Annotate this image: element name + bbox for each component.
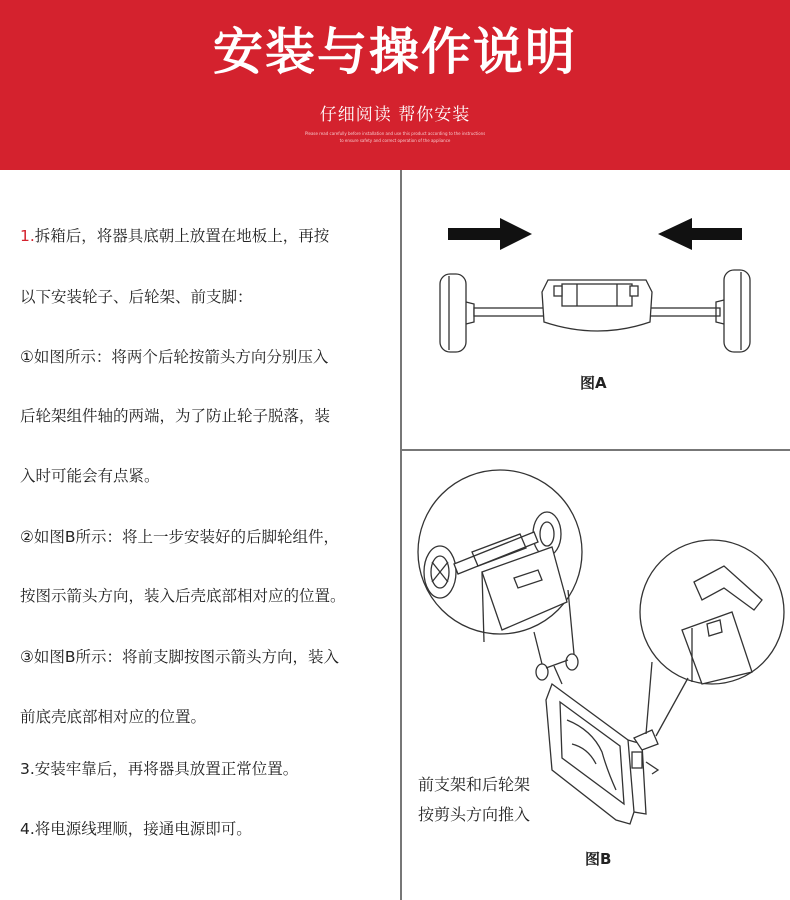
left-wheel-icon — [440, 274, 474, 352]
arrow-left-icon — [658, 218, 742, 250]
body-wheels-icon — [536, 654, 578, 684]
right-wheel-icon — [716, 270, 750, 352]
step-3: 3.安装牢靠后，再将器具放置正常位置。 — [20, 760, 299, 778]
step-4: 4.将电源线理顺，接通电源即可。 — [20, 820, 252, 838]
figure-b-illustration — [402, 452, 790, 898]
page-subtitle: 仔细阅读 帮你安装 — [319, 105, 471, 125]
step-1-line-1: 1.拆箱后，将器具底朝上放置在地板上，再按 — [20, 227, 330, 245]
figure-divider — [400, 449, 790, 451]
figure-a-caption: 图A — [580, 374, 607, 392]
banner-fine-print-1: Please read carefully before installation and use this product according to the instructions — [305, 131, 485, 136]
header-banner — [0, 0, 790, 170]
figure-b-caption: 图B — [585, 850, 612, 868]
banner-fine-print-2: to ensure safety and correct operation of the appliance — [339, 138, 451, 143]
axle-frame-icon — [474, 280, 720, 331]
sub-step-2-line-1: ②如图B所示：将上一步安装好的后脚轮组件， — [20, 528, 340, 546]
page-title: 安装与操作说明 — [213, 23, 577, 81]
sub-step-1-line-2: 后轮架组件轴的两端，为了防止轮子脱落，装 — [20, 407, 331, 425]
figure-a-illustration — [402, 172, 790, 448]
sub-step-1-line-3: 入时可能会有点紧。 — [20, 467, 160, 485]
figure-b-note-line-2: 按剪头方向推入 — [418, 805, 531, 824]
figure-b-note-line-1: 前支架和后轮架 — [418, 775, 531, 794]
sub-step-3-line-2: 前底壳底部相对应的位置。 — [20, 708, 207, 726]
step-1-line-2: 以下安装轮子、后轮架、前支脚： — [20, 288, 253, 306]
sub-step-3-line-1: ③如图B所示：将前支脚按图示箭头方向，装入 — [20, 648, 340, 666]
sub-step-1-line-1: ①如图所示：将两个后轮按箭头方向分别压入 — [20, 348, 329, 366]
step-1-number: 1. — [20, 227, 35, 245]
arrow-right-icon — [448, 218, 532, 250]
appliance-body-icon — [546, 684, 658, 824]
sub-step-2-line-2: 按图示箭头方向，装入后壳底部相对应的位置。 — [20, 587, 346, 605]
